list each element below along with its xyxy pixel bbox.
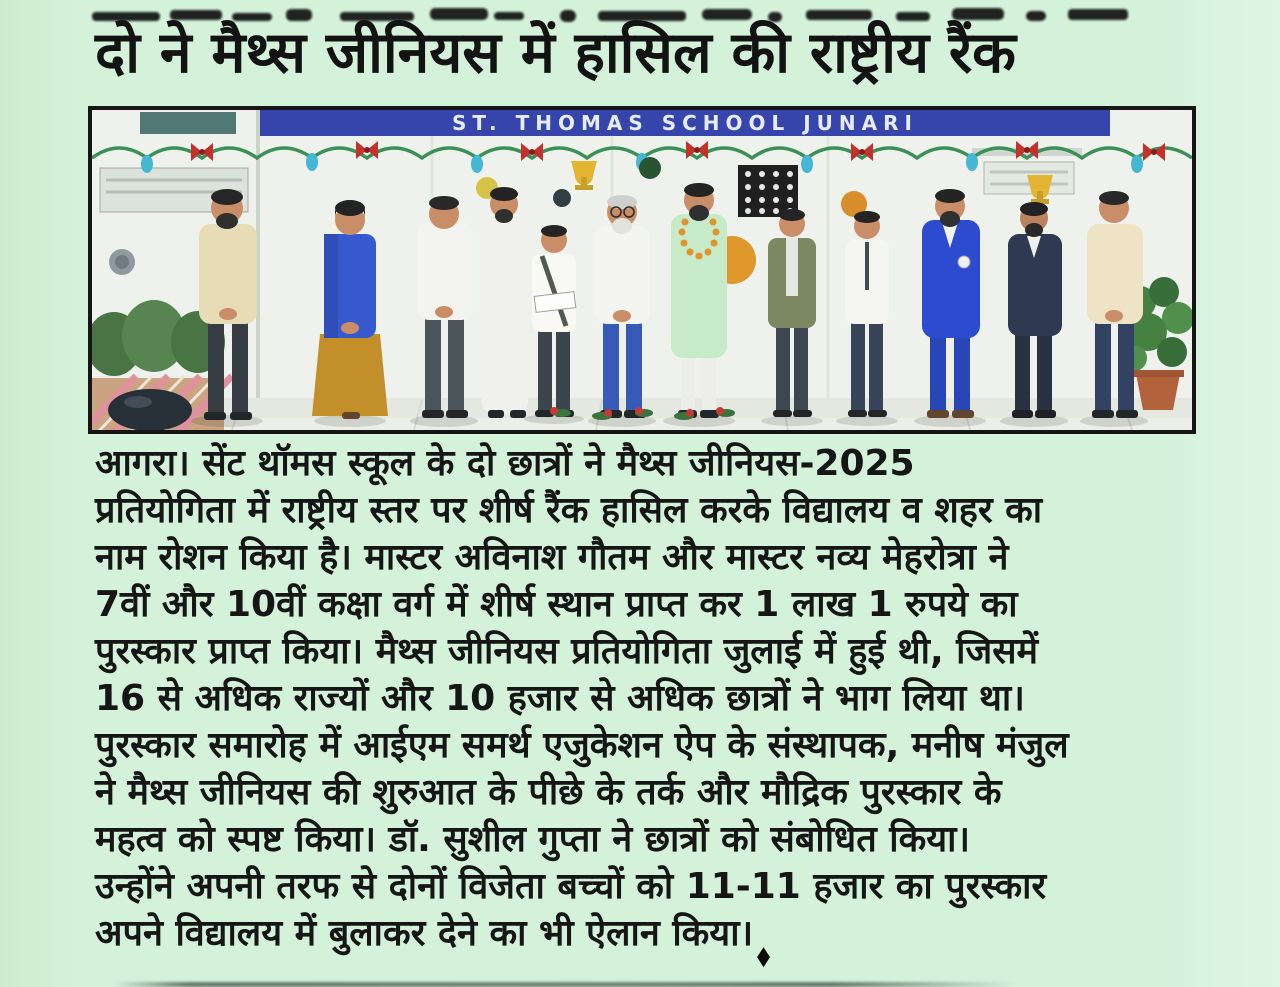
body-line: 16 से अधिक राज्यों और 10 हजार से अधिक छात्रों ने भाग लिया था। <box>95 678 1025 719</box>
body-line: पुरस्कार प्राप्त किया। मैथ्स जीनियस प्रतियोगिता जुलाई में हुई थी, जिसमें <box>95 631 1039 672</box>
body-line: नाम रोशन किया है। मास्टर अविनाश गौतम और मास्टर नव्य मेहरोत्रा ने <box>95 537 1009 578</box>
body-line: महत्व को स्पष्ट किया। डॉ. सुशील गुप्ता ने छात्रों को संबोधित किया। <box>95 819 971 860</box>
dateline: आगरा। <box>95 443 190 484</box>
body-line: उन्होंने अपनी तरफ से दोनों विजेता बच्चों को 11-11 हजार का पुरस्कार <box>95 866 1047 907</box>
body-line: अपने विद्यालय में बुलाकर देने का भी ऐलान किया। <box>95 913 754 954</box>
body-line: ने मैथ्स जीनियस की शुरुआत के पीछे के तर्क और मौद्रिक पुरस्कार के <box>95 772 1002 813</box>
cropped-text-bottom <box>115 982 1015 987</box>
body-line-text: सेंट थॉमस स्कूल के दो छात्रों ने मैथ्स जीनियस-2025 <box>202 443 915 484</box>
event-photo-illustration <box>92 110 1192 430</box>
body-line: 7वीं और 10वीं कक्षा वर्ग में शीर्ष स्थान प्राप्त कर 1 लाख 1 रुपये का <box>95 584 1018 625</box>
body-line: प्रतियोगिता में राष्ट्रीय स्तर पर शीर्ष रैंक हासिल करके विद्यालय व शहर का <box>95 490 1043 531</box>
banner-text: ST. THOMAS SCHOOL JUNARI <box>452 111 918 135</box>
body-line <box>95 440 1215 487</box>
headline: दो ने मैथ्स जीनियस में हासिल की राष्ट्रीय रैंक <box>95 20 1016 86</box>
article-body <box>95 440 1215 957</box>
end-mark: ◆ <box>757 940 771 972</box>
event-photo <box>88 106 1196 434</box>
body-line: पुरस्कार समारोह में आईएम समर्थ एजुकेशन ऐप के संस्थापक, मनीष मंजुल <box>95 725 1069 766</box>
